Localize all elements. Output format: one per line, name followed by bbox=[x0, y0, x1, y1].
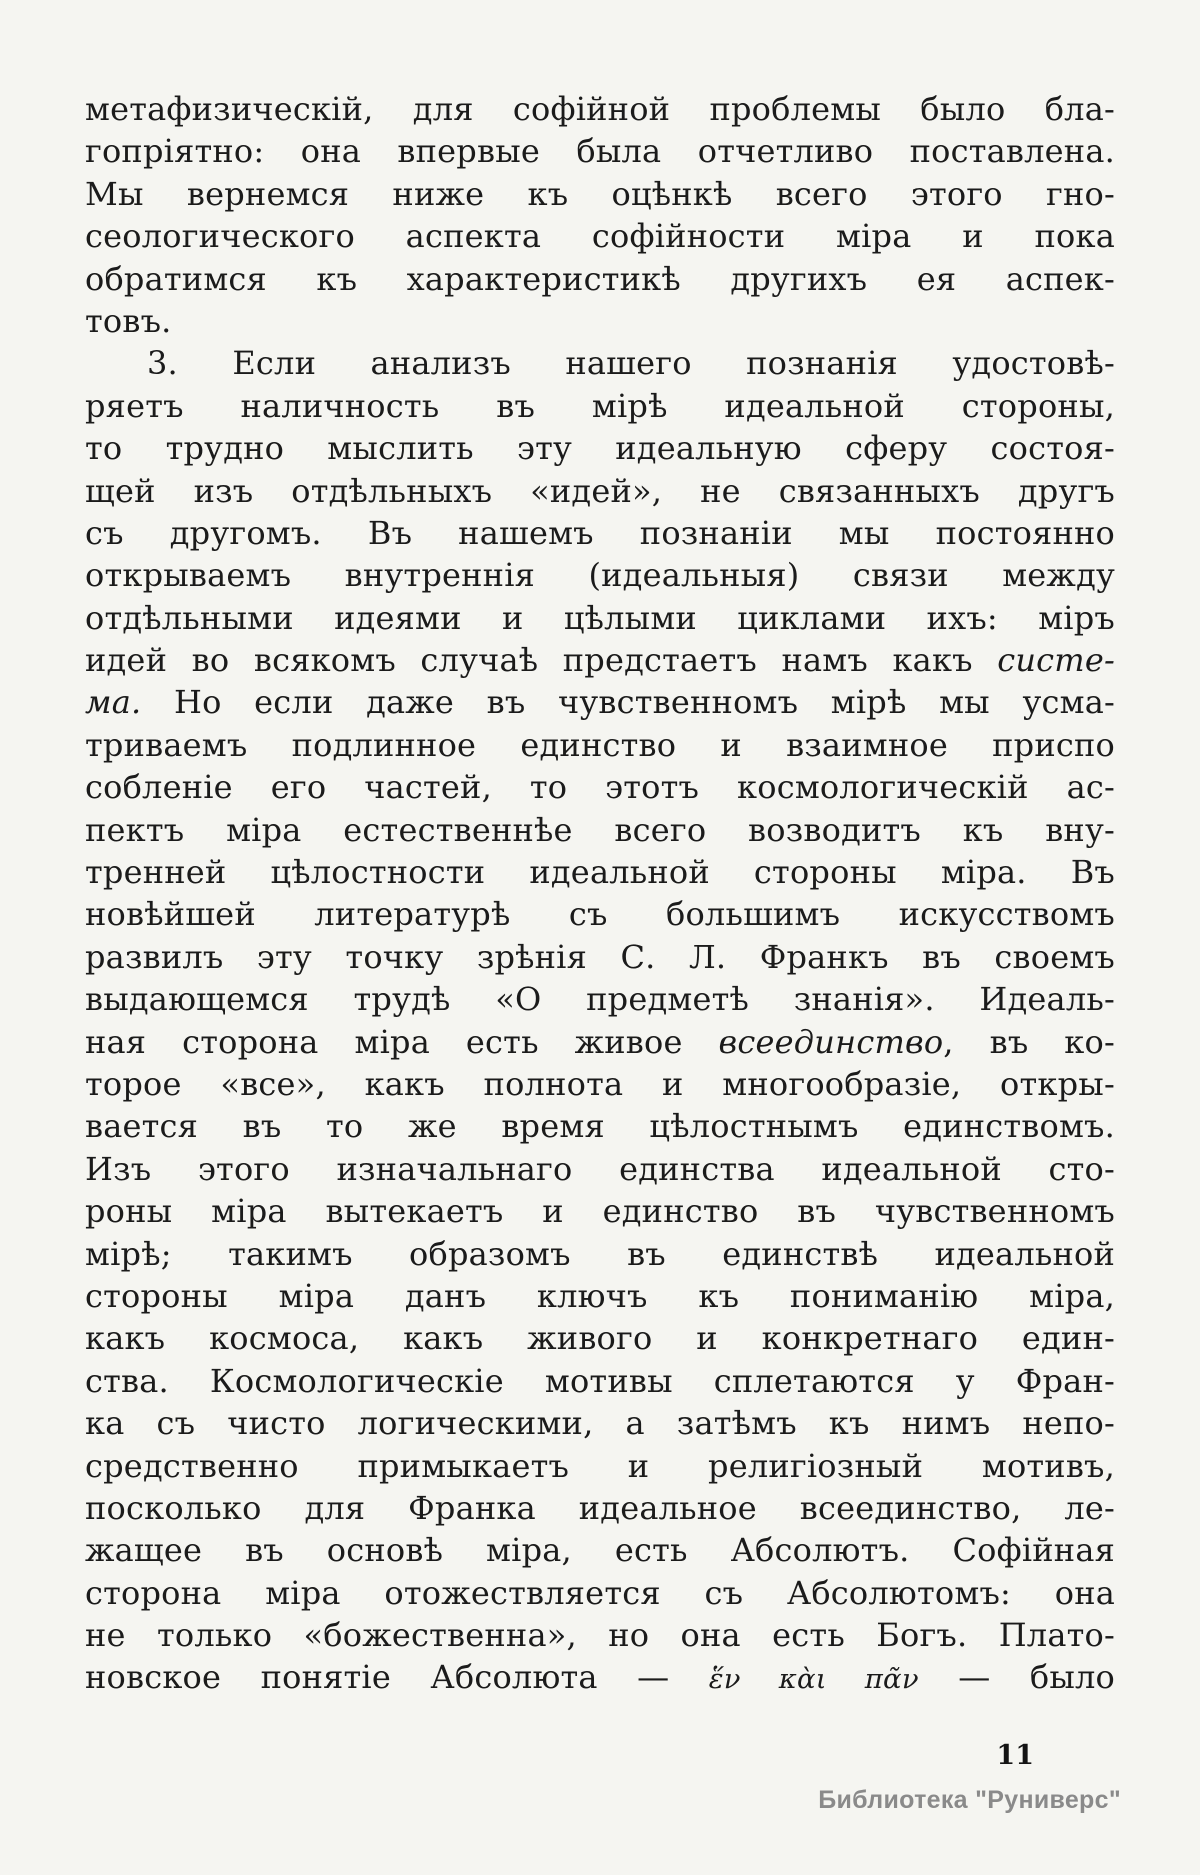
text-segment: , въ ко- bbox=[943, 1022, 1115, 1061]
text-line bbox=[85, 1487, 1115, 1529]
text-line bbox=[85, 512, 1115, 554]
text-line bbox=[85, 766, 1115, 808]
text-segment: сторона міра отожествляется съ Абсолютомъ: она bbox=[85, 1573, 1115, 1612]
text-line bbox=[85, 681, 1115, 723]
text-line bbox=[85, 258, 1115, 300]
text-line bbox=[85, 1190, 1115, 1232]
text-line bbox=[85, 724, 1115, 766]
text-segment: то трудно мыслить эту идеальную сферу состоя- bbox=[85, 429, 1115, 468]
text-line bbox=[85, 597, 1115, 639]
library-watermark: Библиотека "Руниверс" bbox=[818, 1786, 1121, 1814]
text-segment: съ другомъ. Въ нашемъ познаніи мы постоянно bbox=[85, 513, 1115, 552]
text-segment: — было bbox=[918, 1658, 1115, 1697]
text-line bbox=[85, 639, 1115, 681]
text-segment: отдѣльными идеями и цѣлыми циклами ихъ: міръ bbox=[85, 598, 1115, 637]
text-line bbox=[85, 809, 1115, 851]
text-line bbox=[85, 470, 1115, 512]
text-segment: средственно примыкаетъ и религіозный мотивъ, bbox=[85, 1446, 1115, 1485]
text-segment: Но если даже въ чувственномъ мірѣ мы усма- bbox=[141, 683, 1115, 722]
text-segment: какъ космоса, какъ живого и конкретнаго един- bbox=[85, 1319, 1115, 1358]
text-line bbox=[85, 1148, 1115, 1190]
text-segment: ства. Космологическіе мотивы сплетаются у Фран- bbox=[85, 1361, 1115, 1400]
text-segment: открываемъ внутреннія (идеальныя) связи между bbox=[85, 556, 1115, 595]
text-segment: выдающемся трудѣ «О предметѣ знанія». Идеаль- bbox=[85, 980, 1115, 1019]
italic-text: ма. bbox=[85, 683, 142, 722]
text-segment: новское понятіе Абсолюта — bbox=[85, 1658, 709, 1697]
text-segment: торое «все», какъ полнота и многообразіе, откры- bbox=[85, 1064, 1115, 1103]
text-line bbox=[85, 1105, 1115, 1147]
text-segment: идей во всякомъ случаѣ предстаетъ намъ какъ bbox=[85, 641, 998, 680]
page-number: 11 bbox=[996, 1740, 1034, 1771]
text-segment: товъ. bbox=[85, 301, 172, 340]
text-line bbox=[85, 1317, 1115, 1359]
text-segment: посколько для Франка идеальное всеединство, ле- bbox=[85, 1488, 1115, 1527]
text-line bbox=[85, 1614, 1115, 1656]
text-segment: роны міра вытекаетъ и единство въ чувственномъ bbox=[85, 1192, 1115, 1231]
text-line bbox=[85, 215, 1115, 257]
text-line bbox=[85, 300, 1115, 342]
text-line bbox=[85, 88, 1115, 130]
text-line bbox=[85, 851, 1115, 893]
text-segment: обратимся къ характеристикѣ другихъ ея аспек- bbox=[85, 259, 1115, 298]
italic-text: систе- bbox=[997, 641, 1115, 680]
text-segment: метафизическій, для софійной проблемы было бла- bbox=[85, 90, 1115, 128]
body-text bbox=[85, 88, 1115, 1699]
text-segment: Изъ этого изначальнаго единства идеальной сто- bbox=[85, 1149, 1115, 1188]
text-segment: собленіе его частей, то этотъ космологическій ас- bbox=[85, 768, 1115, 807]
text-line bbox=[85, 130, 1115, 172]
text-line bbox=[85, 1445, 1115, 1487]
text-line bbox=[85, 554, 1115, 596]
text-line bbox=[85, 1360, 1115, 1402]
text-segment: мірѣ; такимъ образомъ въ единствѣ идеальной bbox=[85, 1234, 1115, 1273]
text-segment: не только «божественна», но она есть Богъ. Плато- bbox=[85, 1616, 1115, 1655]
text-segment: жащее въ основѣ міра, есть Абсолютъ. Софійная bbox=[85, 1531, 1115, 1570]
text-segment: развилъ эту точку зрѣнія С. Л. Франкъ въ своемъ bbox=[85, 937, 1115, 976]
text-line bbox=[85, 342, 1115, 384]
text-line bbox=[85, 1402, 1115, 1444]
text-line bbox=[85, 173, 1115, 215]
text-line bbox=[85, 385, 1115, 427]
text-line bbox=[85, 978, 1115, 1020]
text-segment: сеологического аспекта софійности міра и пока bbox=[85, 217, 1115, 256]
text-segment: новѣйшей литературѣ съ большимъ искусствомъ bbox=[85, 895, 1115, 934]
text-line bbox=[85, 1572, 1115, 1614]
text-segment: тренней цѣлостности идеальной стороны міра. Въ bbox=[85, 853, 1115, 892]
text-line bbox=[85, 1021, 1115, 1063]
text-segment: Мы вернемся ниже къ оцѣнкѣ всего этого гно- bbox=[85, 174, 1115, 213]
text-segment: щей изъ отдѣльныхъ «идей», не связанныхъ другъ bbox=[85, 471, 1115, 510]
text-line bbox=[85, 893, 1115, 935]
text-segment: ная сторона міра есть живое bbox=[85, 1022, 719, 1061]
text-line bbox=[85, 427, 1115, 469]
text-segment: ряетъ наличность въ мірѣ идеальной стороны, bbox=[85, 386, 1115, 425]
text-segment: ка съ чисто логическими, а затѣмъ къ нимъ непо- bbox=[85, 1404, 1115, 1443]
text-segment: триваемъ подлинное единство и взаимное приспо bbox=[85, 725, 1115, 764]
text-segment: вается въ то же время цѣлостнымъ единствомъ. bbox=[85, 1107, 1115, 1146]
text-segment: гопріятно: она впервые была отчетливо поставлена. bbox=[85, 132, 1115, 171]
text-segment: пектъ міра естественнѣе всего возводитъ къ вну- bbox=[85, 810, 1115, 849]
text-line bbox=[85, 1063, 1115, 1105]
text-line bbox=[85, 1275, 1115, 1317]
text-line bbox=[85, 1656, 1115, 1698]
italic-text: всеединство bbox=[718, 1022, 944, 1061]
text-segment: стороны міра данъ ключъ къ пониманію міра, bbox=[85, 1276, 1115, 1315]
text-line bbox=[85, 936, 1115, 978]
text-line bbox=[85, 1233, 1115, 1275]
greek-phrase: ἕν κὰι πᾶν bbox=[708, 1663, 919, 1696]
text-segment: 3. Если анализъ нашего познанія удостовѣ- bbox=[147, 344, 1115, 383]
text-line bbox=[85, 1529, 1115, 1571]
